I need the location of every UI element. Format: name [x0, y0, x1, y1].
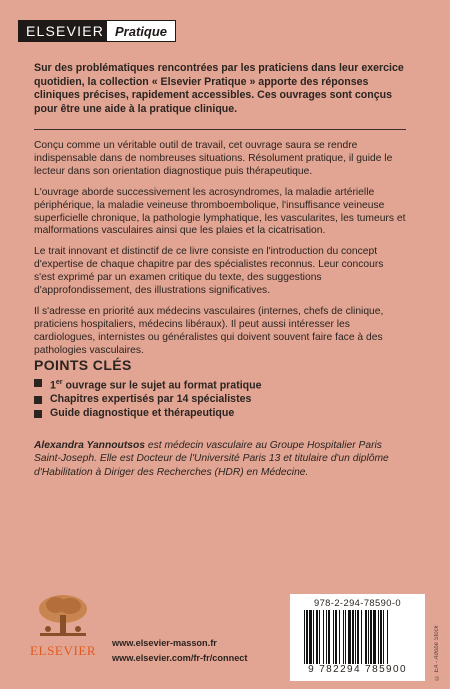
connect-link[interactable]: www.elsevier.com/fr-fr/connect — [112, 653, 248, 663]
author-name: Alexandra Yannoutsos — [34, 440, 146, 451]
points-title: POINTS CLÉS — [34, 357, 132, 373]
barcode-icon — [304, 610, 411, 664]
description — [34, 140, 406, 366]
barcode-panel — [290, 594, 425, 681]
series-header — [0, 0, 450, 46]
key-points-list — [34, 376, 406, 421]
footer-links — [112, 636, 247, 666]
photo-credit: © EA - Adobe Stock — [434, 625, 440, 680]
elsevier-brand: ELSEVIER — [18, 20, 110, 42]
bullet-square-icon — [34, 410, 42, 418]
bullet-square-icon — [34, 379, 42, 387]
paragraph-4: Il s'adresse en priorité aux médecins vasculaires (internes, chefs de clinique, praticiens hospitaliers, médecins libéraux). Il peut aussi intéresser les cardiologues, internistes ou généralistes qui doivent souvent faire face à des pathologies vasculaires. — [34, 305, 384, 356]
elsevier-wordmark: ELSEVIER — [30, 643, 97, 658]
key-point: 1er ouvrage sur le sujet au format pratique — [34, 376, 406, 393]
key-point: Guide diagnostique et thérapeutique — [34, 407, 406, 421]
series-name: Pratique — [106, 20, 176, 42]
author-bio: Alexandra Yannoutsos est médecin vasculaire au Groupe Hospitalier Paris Saint-Joseph. Elle est Docteur de l'Université Paris 13 et titulaire d'un diplôme d'Habilitation à Diriger des Recherches (HDR) en Médecine. — [34, 440, 389, 478]
key-point: Chapitres expertisés par 14 spécialistes — [34, 393, 406, 407]
divider — [34, 129, 406, 130]
bullet-square-icon — [34, 396, 42, 404]
ean-digits: 9 782294 785900 — [308, 664, 407, 675]
elsevier-tree-logo-icon — [36, 593, 90, 641]
paragraph-1: Conçu comme un véritable outil de travail, cet ouvrage saura se rendre indispensable dans de nombreuses situations. Résolument pratique, il guide le lecteur dans son orientation diagnostique puis thérapeutique. — [34, 140, 393, 177]
website-link[interactable]: www.elsevier-masson.fr — [112, 638, 217, 648]
paragraph-2: L'ouvrage aborde successivement les acrosyndromes, la maladie artérielle périphérique, la maladie veineuse thromboembolique, l'insuffisance veineuse superficielle chronique, la pathologie lymphatique, les vascularites, les tumeurs et malformations vasculaires ainsi que les plaies et la cicatrisation. — [34, 186, 406, 237]
isbn-text: 978-2-294-78590-0 — [313, 597, 402, 608]
intro-text: Sur des problématiques rencontrées par les praticiens dans leur exercice quotidien, la collection « Elsevier Pratique » apporte des réponses cliniques précises, rapidement accessibles. Ces ouvrages sont conçus pour être une aide à la pratique clinique. — [34, 62, 404, 115]
paragraph-3: Le trait innovant et distinctif de ce livre consiste en l'introduction du concept d'expertise de chaque chapitre par des spécialistes reconnus. Leur concours s'est exprimé par un examen critique du texte, des suggestions d'approfondissement, des illustrations significatives. — [34, 246, 384, 297]
